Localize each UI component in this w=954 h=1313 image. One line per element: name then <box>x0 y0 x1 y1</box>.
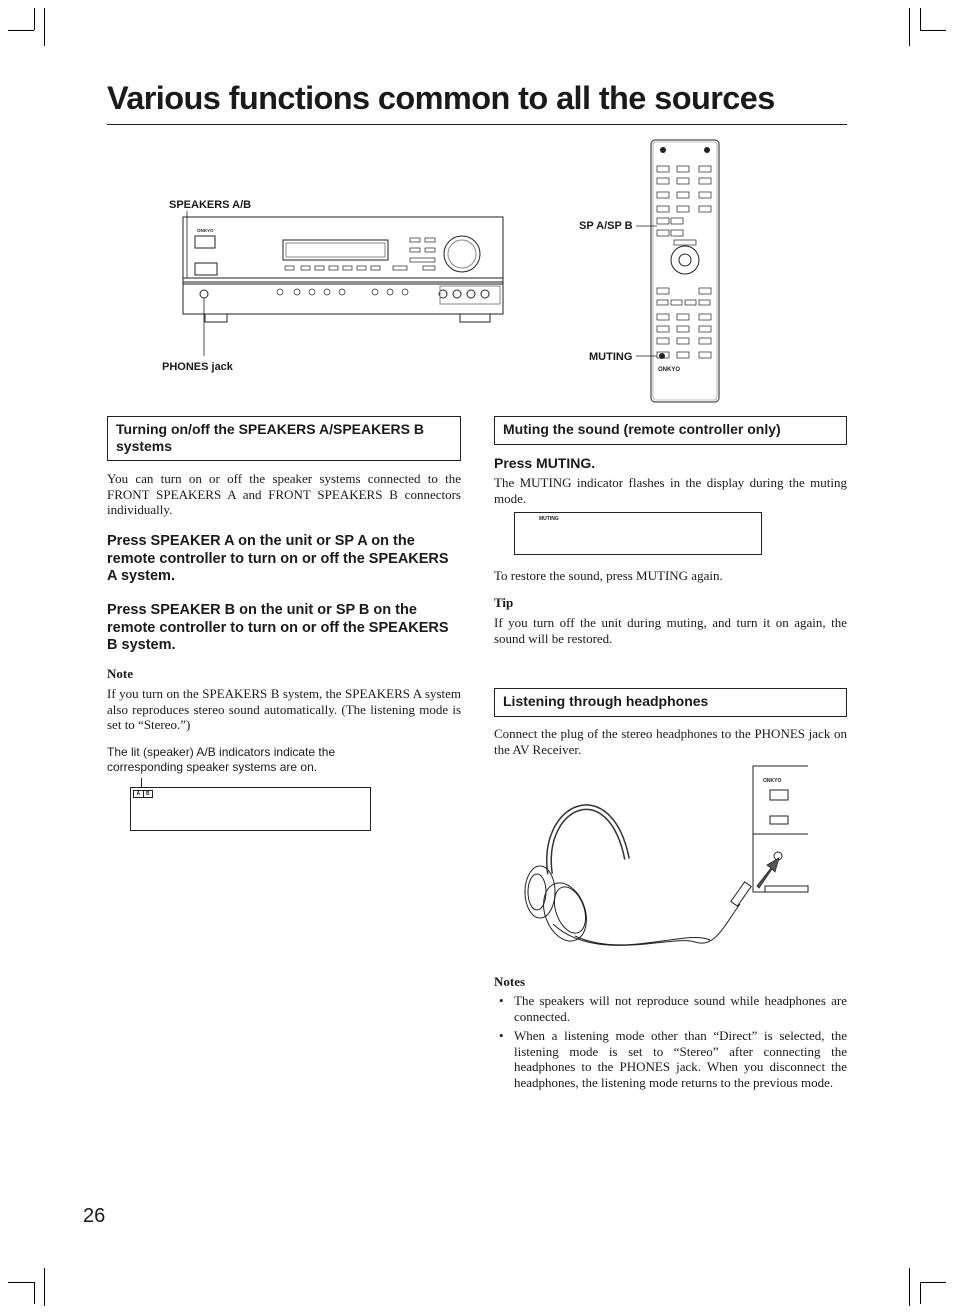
tip-text: If you turn off the unit during muting, and turn it on again, the sound will be restored. <box>494 615 847 646</box>
crop-mark <box>920 1282 921 1304</box>
crop-mark <box>920 8 921 30</box>
phones-jack-callout: PHONES jack <box>162 361 233 373</box>
speakers-intro: You can turn on or off the speaker systems connected to the FRONT SPEAKERS A and FRONT SPEAKERS B connectors individually. <box>107 471 461 517</box>
crop-mark <box>920 30 946 31</box>
instruction-speakers-b: Press SPEAKER B on the unit or SP B on the remote controller to turn on or off the SPEAKERS B system. <box>107 602 449 653</box>
crop-mark <box>44 8 45 46</box>
note-item: • When a listening mode other than “Direct” is selected, the listening mode is set to “Stereo” after connecting the headphones to the PHONES jack. When you disconnect the headphones, the listening mode returns to the previous mode. <box>494 1028 847 1090</box>
svg-text:ONKYO: ONKYO <box>658 367 681 373</box>
headphones-illustration <box>515 764 815 954</box>
muting-section-title: Muting the sound (remote controller only) <box>494 416 847 445</box>
crop-mark <box>909 1268 910 1306</box>
note-text: If you turn on the SPEAKERS B system, the SPEAKERS A system also reproduces stereo sound automatically. (The listening mode is set to “Stereo.”) <box>107 686 461 732</box>
indicator-b: B <box>145 791 150 797</box>
speaker-indicator-display <box>130 787 371 831</box>
crop-mark <box>44 1268 45 1306</box>
restore-text: To restore the sound, press MUTING again. <box>494 568 723 583</box>
muting-display-label: MUTING <box>539 516 559 522</box>
speakers-section-title: Turning on/off the SPEAKERS A/SPEAKERS B systems <box>107 416 461 461</box>
indicator-caption: The lit (speaker) A/B indicators indicate the corresponding speaker systems are on. <box>107 745 336 774</box>
page-number: 26 <box>83 1205 106 1227</box>
crop-mark <box>34 8 35 30</box>
crop-mark <box>8 30 34 31</box>
muting-callout: MUTING <box>589 351 633 363</box>
indicator-a: A <box>134 791 144 797</box>
instruction-speakers-a: Press SPEAKER A on the unit or SP A on the remote controller to turn on or off the SPEAKERS A system. <box>107 533 449 584</box>
note-item: • The speakers will not reproduce sound while headphones are connected. <box>494 993 847 1024</box>
title-rule <box>107 124 847 125</box>
tip-heading: Tip <box>494 595 514 610</box>
headphones-section-title: Listening through headphones <box>494 688 847 717</box>
headphones-text: Connect the plug of the stereo headphones to the PHONES jack on the AV Receiver. <box>494 726 847 757</box>
sp-ab-callout: SP A/SP B <box>579 220 633 232</box>
indicator-box <box>133 790 153 798</box>
speakers-ab-callout: SPEAKERS A/B <box>169 199 252 211</box>
muting-text: The MUTING indicator flashes in the display during the muting mode. <box>494 475 847 506</box>
remote-controller <box>636 138 726 406</box>
notes-list <box>494 993 847 1094</box>
muting-display <box>514 512 762 555</box>
receiver-front-panel <box>175 208 510 358</box>
crop-mark <box>34 1282 35 1304</box>
notes-heading: Notes <box>494 974 526 989</box>
svg-text:ONKYO: ONKYO <box>763 778 782 784</box>
crop-mark <box>8 1282 34 1283</box>
press-muting-instruction: Press MUTING. <box>494 455 596 471</box>
note-heading: Note <box>107 666 133 681</box>
crop-mark <box>920 1282 946 1283</box>
crop-mark <box>909 8 910 46</box>
page-title: Various functions common to all the sources <box>107 80 775 116</box>
svg-text:ONKYO: ONKYO <box>197 228 214 233</box>
